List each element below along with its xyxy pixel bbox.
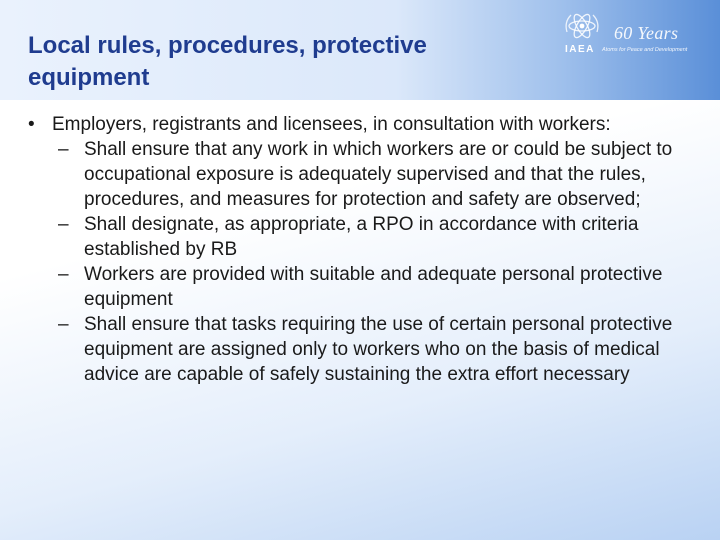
sub-bullet-marker: –: [58, 214, 69, 235]
iaea-emblem-icon: [562, 10, 602, 46]
sub-bullet-marker: –: [58, 139, 69, 160]
sub-bullet-item: [28, 212, 698, 262]
logo-tagline: Atoms for Peace and Development: [602, 47, 688, 53]
logo-years-text: 60 Years: [614, 23, 679, 43]
slide-body: [28, 112, 698, 387]
sub-bullet-text: Workers are provided with suitable and adequate personal protective equipment: [84, 264, 663, 310]
sub-bullet-item: [28, 137, 698, 212]
sub-bullet-list: [28, 137, 698, 387]
slide-title: Local rules, procedures, protective equipment: [28, 32, 427, 91]
logo-org-text: IAEA: [565, 44, 595, 55]
iaea-60-years-logo: [562, 10, 712, 60]
sub-bullet-text: Shall designate, as appropriate, a RPO in accordance with criteria established by RB: [84, 214, 639, 260]
sub-bullet-item: [28, 262, 698, 312]
sub-bullet-text: Shall ensure that tasks requiring the use of certain personal protective equipment are assigned only to workers who on the basis of medical advice are capable of safely sustaining the extra effort necessary: [84, 314, 673, 385]
sub-bullet-marker: –: [58, 264, 69, 285]
sub-bullet-marker: –: [58, 314, 69, 335]
bullet-text: Employers, registrants and licensees, in consultation with workers:: [52, 114, 611, 135]
bullet-item: [28, 112, 698, 137]
bullet-marker: •: [28, 114, 35, 135]
sub-bullet-item: [28, 312, 698, 387]
sub-bullet-text: Shall ensure that any work in which workers are or could be subject to occupational exposure is adequately supervised and that the rules, procedures, and measures for protection and safety are observed;: [84, 139, 673, 210]
